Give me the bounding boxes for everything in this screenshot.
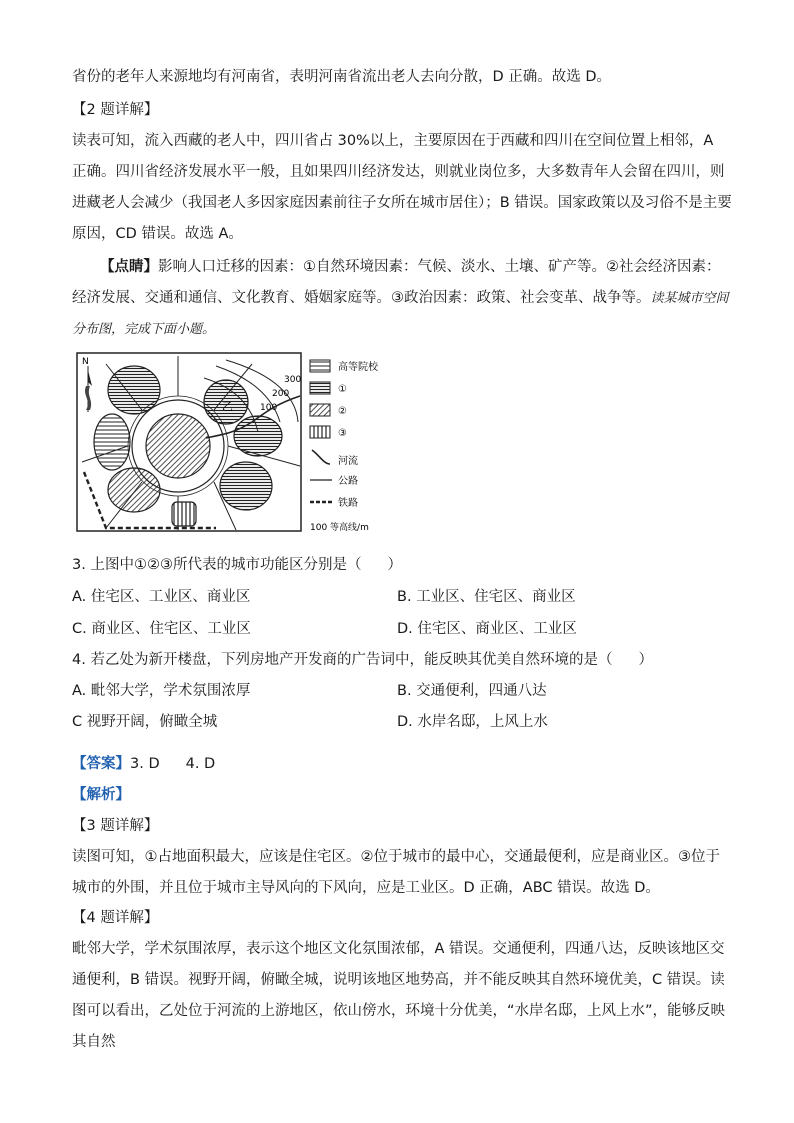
answer-label: 【答案】: [72, 756, 130, 772]
tip-text: 影响人口迁移的因素：①自然环境因素：气候、淡水、土壤、矿产等。②社会经济因素：经济发展、交通和通信、文化教育、婚姻家庭等。③政治因素：政策、社会变革、战争等。: [72, 259, 721, 306]
answer-q4: 4. D: [185, 756, 216, 772]
zone-east: [234, 416, 282, 456]
city-spatial-map: [76, 352, 400, 546]
q4-stem: [72, 648, 653, 672]
q3-option-c: C. 商业区、住宅区、工业区: [72, 621, 251, 637]
tip-paragraph: [72, 252, 732, 345]
q4-stem-end: ）: [638, 652, 653, 668]
legend-label-7: 100 等高线/m: [310, 523, 369, 533]
legend-label-2: ②: [338, 406, 347, 417]
previous-answer-tail: 省份的老年人来源地均有河南省，表明河南省流出老人去向分散，D 正确。故选 D。: [72, 69, 612, 85]
q4-option-c: C 视野开阔，俯瞰全城: [72, 714, 218, 730]
answer-q3: 3. D: [130, 756, 160, 772]
q3-option-b: B. 工业区、住宅区、商业区: [397, 589, 576, 605]
zone-southeast: [220, 462, 272, 510]
contour-200-label: 200: [272, 389, 290, 399]
q4-detail-heading: 【4 题详解】: [72, 910, 159, 926]
zone-northwest: [108, 366, 160, 414]
zone-southwest: [108, 468, 160, 512]
legend-label-4: 河流: [338, 456, 358, 467]
q3-detail-text: 读图可知，①占地面积最大，应该是住宅区。②位于城市的最中心，交通最便利，应是商业区。③位于城市的外围，并且位于城市主导风向的下风向，应是工业区。D 正确，ABC 错误。故选 D。: [72, 849, 720, 896]
q4-option-b: B. 交通便利，四通八达: [397, 683, 547, 699]
tip-label: 【点睛】: [100, 259, 158, 275]
q2-detail-text: 读表可知，流入西藏的老人中，四川省占 30%以上，主要原因在于西藏和四川在空间位置上相邻，A 正确。四川省经济发展水平一般，且如果四川经济发达，则就业岗位多，大多数青年人会留在四川，则进藏老人会减少（我国老人多因家庭因素前往子女所在城市居住）；B 错误。国家政策以及习俗不是主要原因，CD 错误。故选 A。: [72, 133, 732, 242]
zone-center: [146, 414, 210, 478]
zone-yi-label: 乙: [222, 400, 233, 413]
map-legend: [310, 360, 379, 533]
q4-stem-text: 4. 若乙处为新开楼盘，下列房地产开发商的广告词中，能反映其优美自然环境的是（: [72, 652, 613, 668]
q2-heading: 【2 题详解】: [72, 102, 159, 118]
contour-100-label: 100: [260, 403, 278, 413]
q3-stem-text: 3. 上图中①②③所代表的城市功能区分别是（: [72, 557, 362, 573]
zone-west: [94, 414, 130, 470]
q3-detail-heading: 【3 题详解】: [72, 818, 159, 834]
legend-label-1: ①: [338, 384, 347, 395]
analysis-label: 【解析】: [72, 787, 130, 803]
q3-stem-end: ）: [387, 557, 402, 573]
q4-option-d: D. 水岸名邸，上风上水: [397, 714, 548, 730]
q3-option-a: A. 住宅区、工业区、商业区: [72, 589, 251, 605]
q4-option-a: A. 毗邻大学，学术氛围浓厚: [72, 683, 251, 699]
legend-label-0: 高等院校: [338, 362, 378, 373]
contour-300-label: 300: [284, 375, 302, 385]
zone-south: [172, 502, 196, 526]
answer-line: [72, 752, 215, 776]
handwritten-instruction: 读某城市空间分布图，完成下面小题。: [72, 291, 729, 337]
north-label: N: [82, 357, 89, 367]
legend-label-3: ③: [338, 428, 347, 439]
legend-label-6: 铁路: [338, 498, 358, 509]
q3-stem: [72, 553, 402, 577]
q4-detail-text: 毗邻大学，学术氛围浓厚，表示这个地区文化氛围浓郁，A 错误。交通便利，四通八达，反映该地区交通便利，B 错误。视野开阔，俯瞰全城，说明该地区地势高，并不能反映其自然环境优美，C 错误。读图可以看出，乙处位于河流的上游地区，依山傍水，环境十分优美，“水岸名邸，上风上水”，能够反映其自然: [72, 941, 726, 1050]
legend-label-5: 公路: [338, 476, 358, 487]
q3-option-d: D. 住宅区、商业区、工业区: [397, 621, 577, 637]
